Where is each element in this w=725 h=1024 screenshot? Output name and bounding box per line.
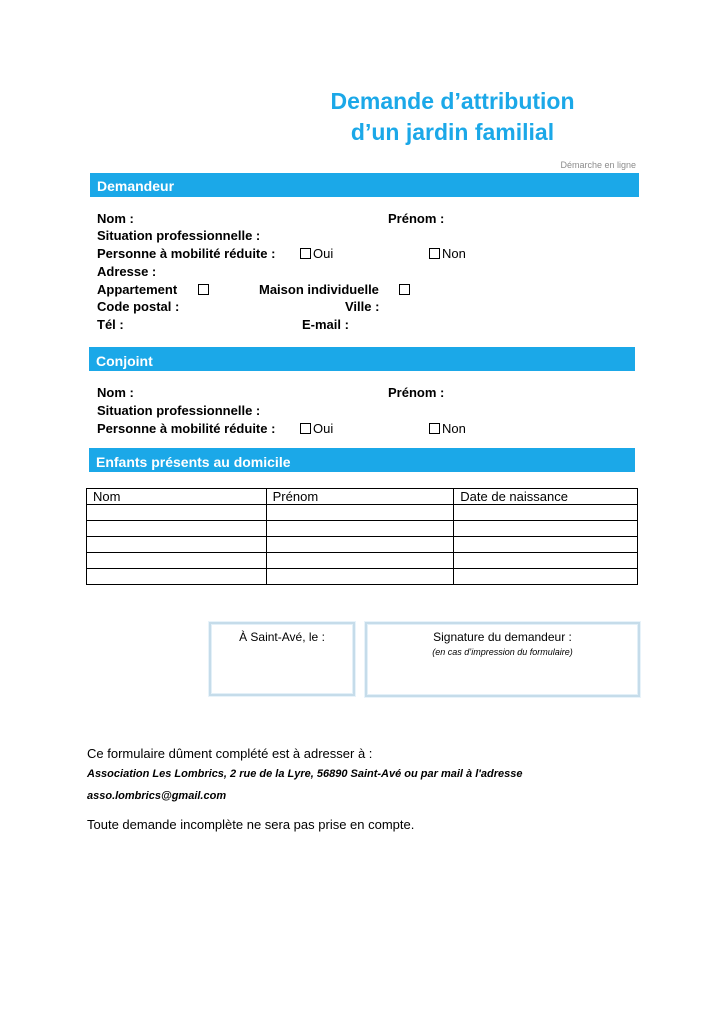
demandeur-mobilite-label: Personne à mobilité réduite :: [97, 246, 276, 261]
table-row[interactable]: [87, 521, 638, 537]
appartement-label: Appartement: [97, 282, 178, 297]
non-label: Non: [442, 246, 466, 261]
signature-box[interactable]: [365, 622, 640, 697]
tel-label: Tél :: [97, 317, 124, 332]
appartement-checkbox-icon[interactable]: [198, 284, 209, 295]
demandeur-nom-label: Nom :: [97, 211, 134, 226]
table-cell[interactable]: [454, 521, 638, 537]
column-header-nom: Nom: [87, 489, 267, 505]
email-label: E-mail :: [302, 317, 349, 332]
demandeur-oui-option[interactable]: [300, 246, 333, 261]
maison-checkbox-icon[interactable]: [399, 284, 410, 295]
table-cell[interactable]: [454, 569, 638, 585]
footer-email[interactable]: asso.lombrics@gmail.com: [87, 790, 227, 802]
checkbox-icon[interactable]: [300, 423, 311, 434]
table-header-row: [87, 489, 638, 505]
table-cell[interactable]: [454, 505, 638, 521]
form-title-line2: d’un jardin familial: [350, 119, 555, 145]
non-label: Non: [442, 421, 466, 436]
ville-label: Ville :: [345, 299, 380, 314]
maison-label: Maison individuelle: [259, 282, 379, 297]
signature-note: (en cas d’impression du formulaire): [432, 647, 573, 657]
conjoint-oui-option[interactable]: [300, 421, 333, 436]
conjoint-mobilite-label: Personne à mobilité réduite :: [97, 421, 276, 436]
demandeur-heading: Demandeur: [90, 173, 639, 197]
demandeur-adresse-label: Adresse :: [97, 264, 157, 279]
oui-label: Oui: [313, 246, 334, 261]
signature-label: Signature du demandeur :: [433, 630, 572, 644]
checkbox-icon[interactable]: [300, 248, 311, 259]
conjoint-non-option[interactable]: [429, 421, 466, 436]
demandeur-situation-label: Situation professionnelle :: [97, 228, 261, 243]
table-row[interactable]: [87, 537, 638, 553]
table-cell[interactable]: [87, 553, 267, 569]
table-cell[interactable]: [266, 553, 454, 569]
table-row[interactable]: [87, 505, 638, 521]
conjoint-heading: Conjoint: [89, 347, 635, 371]
conjoint-situation-label: Situation professionnelle :: [97, 403, 261, 418]
table-cell[interactable]: [266, 521, 454, 537]
demarche-label: Démarche en ligne: [560, 160, 636, 170]
enfants-heading: Enfants présents au domicile: [89, 448, 635, 472]
table-cell[interactable]: [87, 521, 267, 537]
column-header-date: Date de naissance: [454, 489, 638, 505]
demandeur-prenom-label: Prénom :: [388, 211, 445, 226]
checkbox-icon[interactable]: [429, 248, 440, 259]
enfants-table: [86, 488, 638, 585]
table-row[interactable]: [87, 569, 638, 585]
table-cell[interactable]: [454, 553, 638, 569]
checkbox-icon[interactable]: [429, 423, 440, 434]
lieu-date-label: À Saint-Avé, le :: [239, 630, 325, 644]
column-header-prenom: Prénom: [266, 489, 454, 505]
code-postal-label: Code postal :: [97, 299, 180, 314]
table-cell[interactable]: [266, 569, 454, 585]
footer-warning: Toute demande incomplète ne sera pas prise en compte.: [87, 817, 415, 832]
table-cell[interactable]: [87, 505, 267, 521]
footer-intro: Ce formulaire dûment complété est à adresser à :: [87, 746, 373, 761]
oui-label: Oui: [313, 421, 334, 436]
table-cell[interactable]: [266, 537, 454, 553]
demandeur-non-option[interactable]: [429, 246, 466, 261]
form-title-line1: Demande d’attribution: [330, 88, 575, 114]
table-cell[interactable]: [454, 537, 638, 553]
footer-address: Association Les Lombrics, 2 rue de la Lyre, 56890 Saint-Avé ou par mail à l'adresse: [87, 768, 523, 780]
table-row[interactable]: [87, 553, 638, 569]
table-cell[interactable]: [87, 569, 267, 585]
lieu-date-box[interactable]: [209, 622, 355, 696]
table-cell[interactable]: [87, 537, 267, 553]
conjoint-nom-label: Nom :: [97, 385, 134, 400]
conjoint-prenom-label: Prénom :: [388, 385, 445, 400]
table-cell[interactable]: [266, 505, 454, 521]
